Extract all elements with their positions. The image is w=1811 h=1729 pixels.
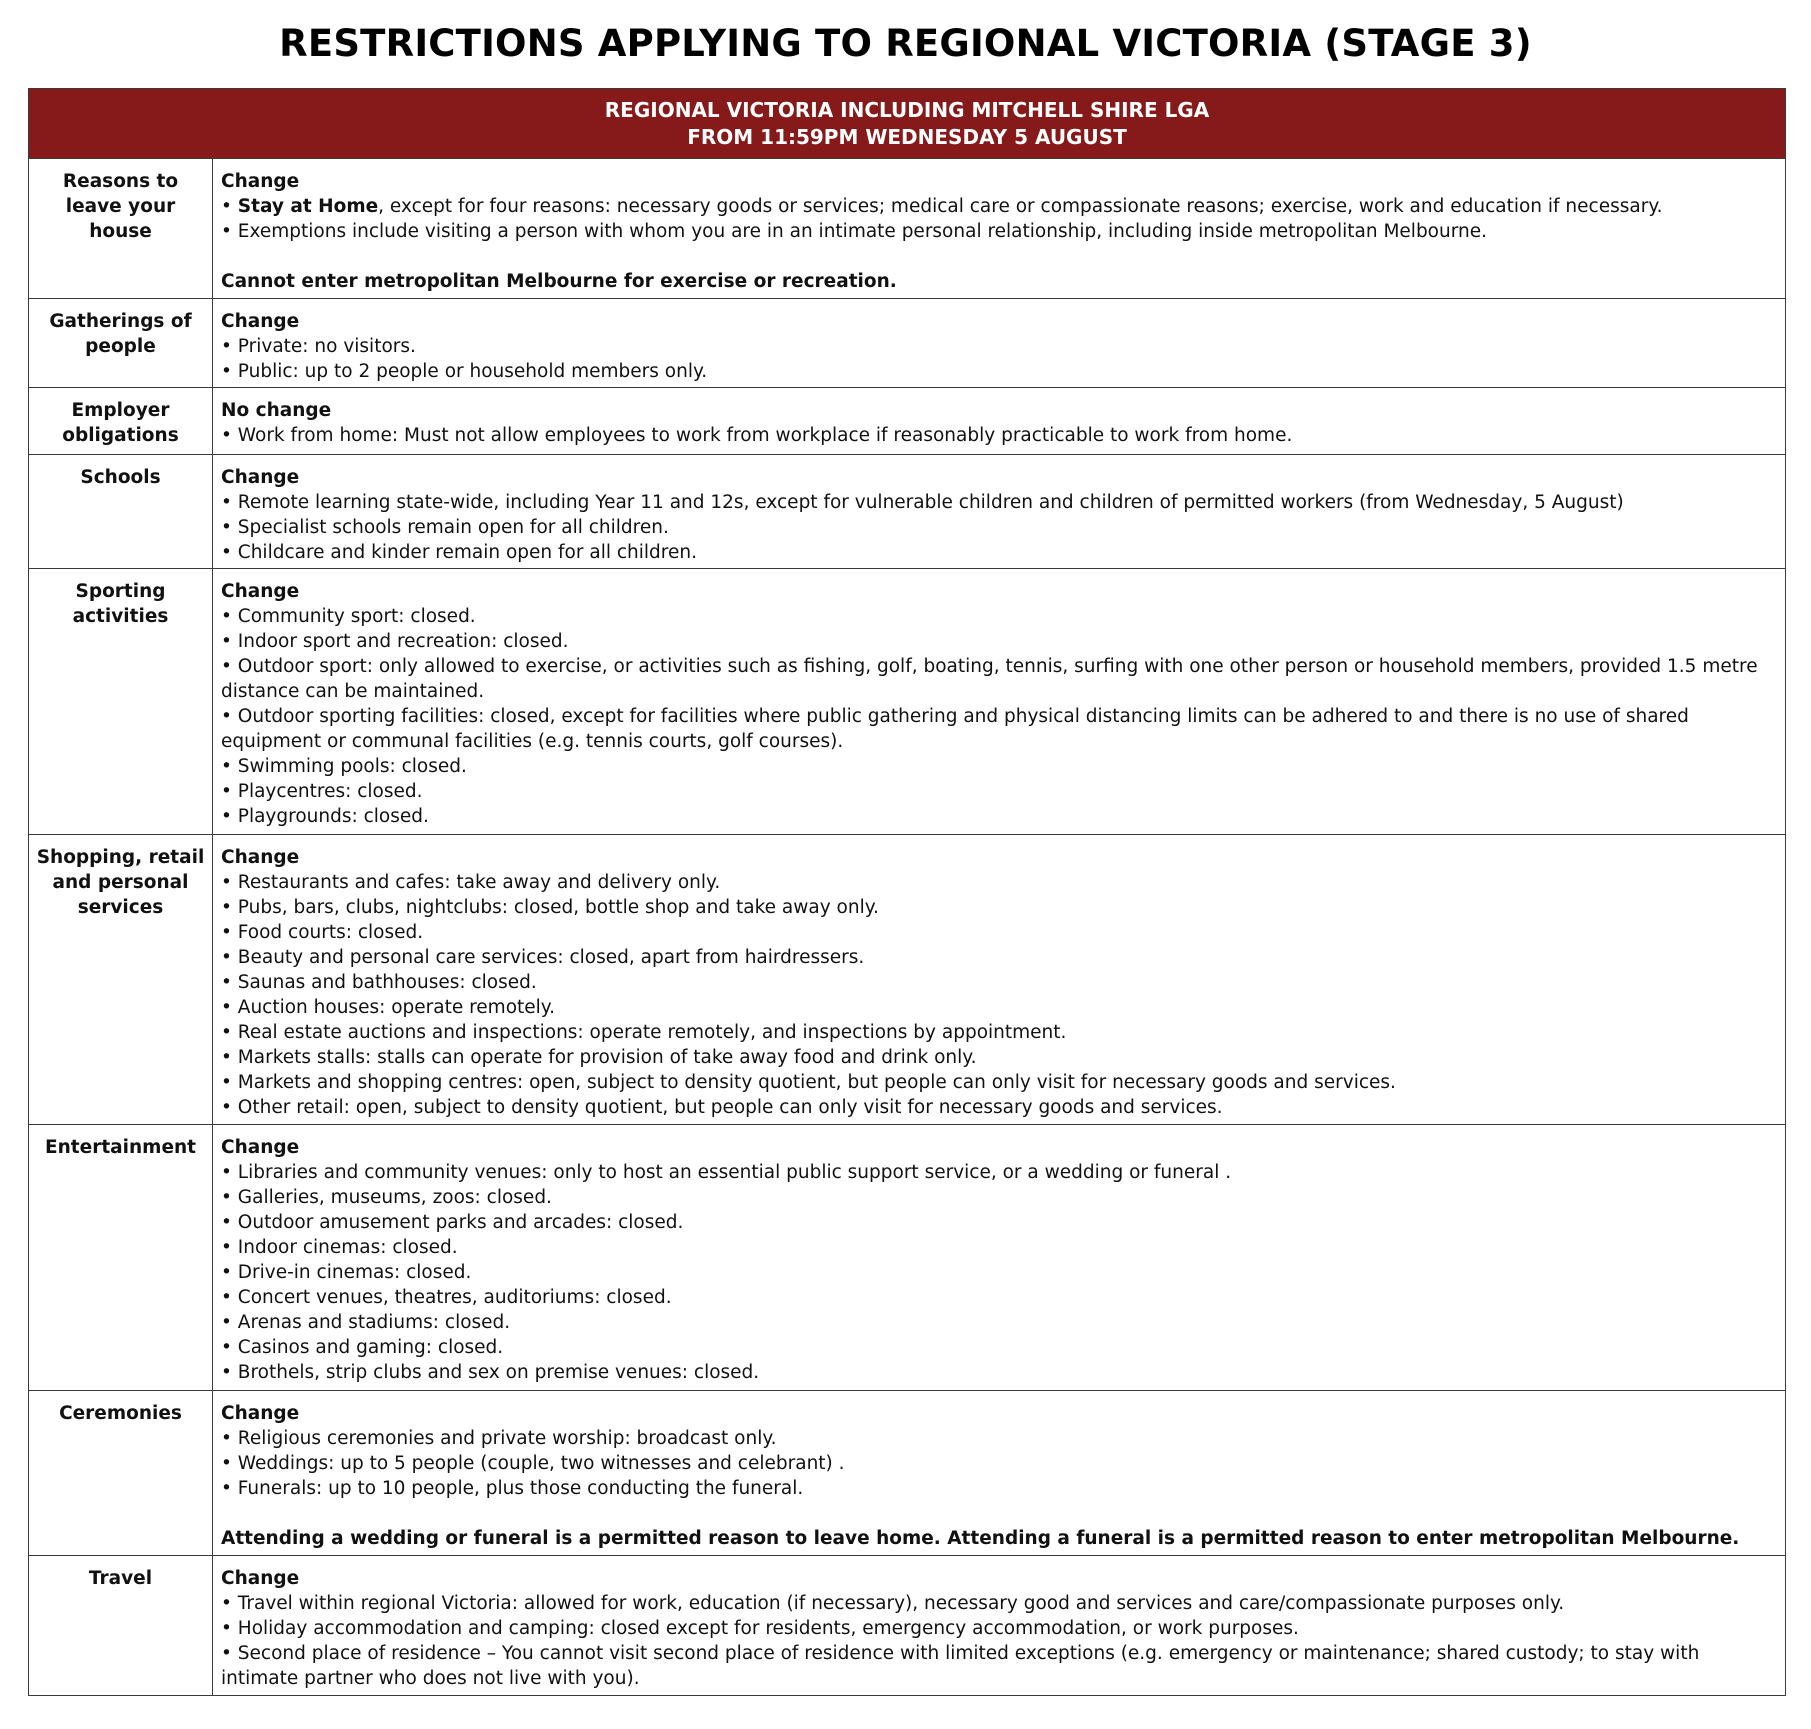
status-label: Change: [221, 581, 300, 602]
status-label: Change: [221, 847, 300, 868]
list-item: • Markets and shopping centres: open, subject to density quotient, but people can only visit for necessary goods and services.: [221, 1072, 1396, 1093]
list-item: • Auction houses: operate remotely.: [221, 997, 555, 1018]
table-row-schools: [29, 454, 1785, 568]
row-content: [213, 1125, 1785, 1390]
list-item: • Brothels, strip clubs and sex on premise venues: closed.: [221, 1362, 760, 1383]
list-item: • Real estate auctions and inspections: operate remotely, and inspections by appointment.: [221, 1022, 1067, 1043]
list-item: • Swimming pools: closed.: [221, 756, 467, 777]
table-row-reasons: [29, 159, 1785, 298]
table-row-ceremonies: [29, 1390, 1785, 1555]
list-item: • Public: up to 2 people or household members only.: [221, 361, 708, 382]
list-item: • Outdoor sport: only allowed to exercise, or activities such as fishing, golf, boating, tennis, surfing with one other person or household members, provided 1.5 metre distance can be maintained.: [221, 656, 1758, 702]
list-item: • Playgrounds: closed.: [221, 806, 429, 827]
list-item: • Second place of residence – You cannot visit second place of residence with limited exceptions (e.g. emergency or maintenance; shared custody; to stay with intimate partner who does not live with you).: [221, 1643, 1700, 1689]
restrictions-table: [28, 88, 1786, 1696]
status-label: Change: [221, 1403, 300, 1424]
row-content: [213, 159, 1785, 298]
row-content: [213, 569, 1785, 834]
row-content: [213, 299, 1785, 387]
category-label: Entertainment: [29, 1125, 213, 1390]
list-item: • Outdoor sporting facilities: closed, except for facilities where public gathering and physical distancing limits can be adhered to and there is no use of shared equipment or communal facilities (e.g. tennis courts, golf courses).: [221, 706, 1689, 752]
list-item: • Restaurants and cafes: take away and delivery only.: [221, 872, 721, 893]
list-item: • Holiday accommodation and camping: closed except for residents, emergency accommodation, or work purposes.: [221, 1618, 1299, 1639]
table-row-sporting: [29, 568, 1785, 834]
row-content: [213, 1391, 1785, 1555]
list-item: • Outdoor amusement parks and arcades: closed.: [221, 1212, 684, 1233]
banner-line-1: REGIONAL VICTORIA INCLUDING MITCHELL SHIRE LGA: [604, 98, 1210, 122]
list-item: • Specialist schools remain open for all children.: [221, 517, 669, 538]
row-note: Cannot enter metropolitan Melbourne for exercise or recreation.: [221, 271, 897, 292]
list-item: • Markets stalls: stalls can operate for provision of take away food and drink only.: [221, 1047, 977, 1068]
row-note: Attending a wedding or funeral is a permitted reason to leave home. Attending a funeral is a permitted reason to enter metropolitan Melbourne.: [221, 1528, 1740, 1549]
table-row-employer: [29, 387, 1785, 454]
table-row-gatherings: [29, 298, 1785, 387]
table-row-entertainment: [29, 1124, 1785, 1390]
category-label: Schools: [29, 455, 213, 568]
list-item: • Stay at Home, except for four reasons: necessary goods or services; medical care or compassionate reasons; exercise, work and education if necessary.: [221, 196, 1663, 217]
status-label: Change: [221, 1137, 300, 1158]
page-title: RESTRICTIONS APPLYING TO REGIONAL VICTORIA (STAGE 3): [279, 22, 1532, 65]
list-item: • Indoor cinemas: closed.: [221, 1237, 458, 1258]
category-label: Reasons to leave your house: [29, 159, 213, 298]
list-item: • Food courts: closed.: [221, 922, 424, 943]
list-item: • Weddings: up to 5 people (couple, two witnesses and celebrant) .: [221, 1453, 845, 1474]
row-content: [213, 388, 1785, 454]
list-item: • Private: no visitors.: [221, 336, 416, 357]
item-text: , except for four reasons: necessary goods or services; medical care or compassionate reasons; exercise, work and education if necessary.: [378, 196, 1663, 217]
row-content: [213, 455, 1785, 568]
list-item: • Travel within regional Victoria: allowed for work, education (if necessary), necessary good and services and care/compassionate purposes only.: [221, 1593, 1565, 1614]
table-row-travel: [29, 1555, 1785, 1695]
list-item: • Playcentres: closed.: [221, 781, 423, 802]
list-item: • Exemptions include visiting a person with whom you are in an intimate personal relationship, including inside metropolitan Melbourne.: [221, 221, 1487, 242]
list-item: • Funerals: up to 10 people, plus those conducting the funeral.: [221, 1478, 804, 1499]
list-item: • Casinos and gaming: closed.: [221, 1337, 504, 1358]
status-label: Change: [221, 1568, 300, 1589]
banner-line-2: FROM 11:59PM WEDNESDAY 5 AUGUST: [687, 125, 1127, 149]
list-item: • Saunas and bathhouses: closed.: [221, 972, 537, 993]
list-item: • Libraries and community venues: only to host an essential public support service, or a wedding or funeral .: [221, 1162, 1232, 1183]
list-item: • Indoor sport and recreation: closed.: [221, 631, 569, 652]
list-item: • Pubs, bars, clubs, nightclubs: closed, bottle shop and take away only.: [221, 897, 879, 918]
status-label: Change: [221, 311, 300, 332]
category-label: Gatherings of people: [29, 299, 213, 387]
category-label: Travel: [29, 1556, 213, 1695]
row-content: [213, 835, 1785, 1124]
list-item: • Arenas and stadiums: closed.: [221, 1312, 511, 1333]
list-item: • Childcare and kinder remain open for all children.: [221, 542, 697, 563]
list-item: • Galleries, museums, zoos: closed.: [221, 1187, 552, 1208]
status-label: Change: [221, 467, 300, 488]
category-label: Sporting activities: [29, 569, 213, 834]
status-label: No change: [221, 400, 332, 421]
list-item: • Remote learning state-wide, including Year 11 and 12s, except for vulnerable children and children of permitted workers (from Wednesday, 5 August): [221, 492, 1624, 513]
list-item: • Work from home: Must not allow employees to work from workplace if reasonably practicable to work from home.: [221, 425, 1293, 446]
list-item: • Religious ceremonies and private worship: broadcast only.: [221, 1428, 777, 1449]
list-item: • Drive-in cinemas: closed.: [221, 1262, 472, 1283]
category-label: Ceremonies: [29, 1391, 213, 1555]
status-label: Change: [221, 171, 300, 192]
table-row-shopping: [29, 834, 1785, 1124]
row-content: [213, 1556, 1785, 1695]
list-item: • Other retail: open, subject to density quotient, but people can only visit for necessary goods and services.: [221, 1097, 1223, 1118]
category-label: Employer obligations: [29, 388, 213, 454]
category-label: Shopping, retail and personal services: [29, 835, 213, 1124]
list-item: • Community sport: closed.: [221, 606, 476, 627]
item-emphasis: Stay at Home: [237, 196, 379, 217]
table-banner: [29, 89, 1785, 159]
list-item: • Concert venues, theatres, auditoriums: closed.: [221, 1287, 672, 1308]
list-item: • Beauty and personal care services: closed, apart from hairdressers.: [221, 947, 865, 968]
